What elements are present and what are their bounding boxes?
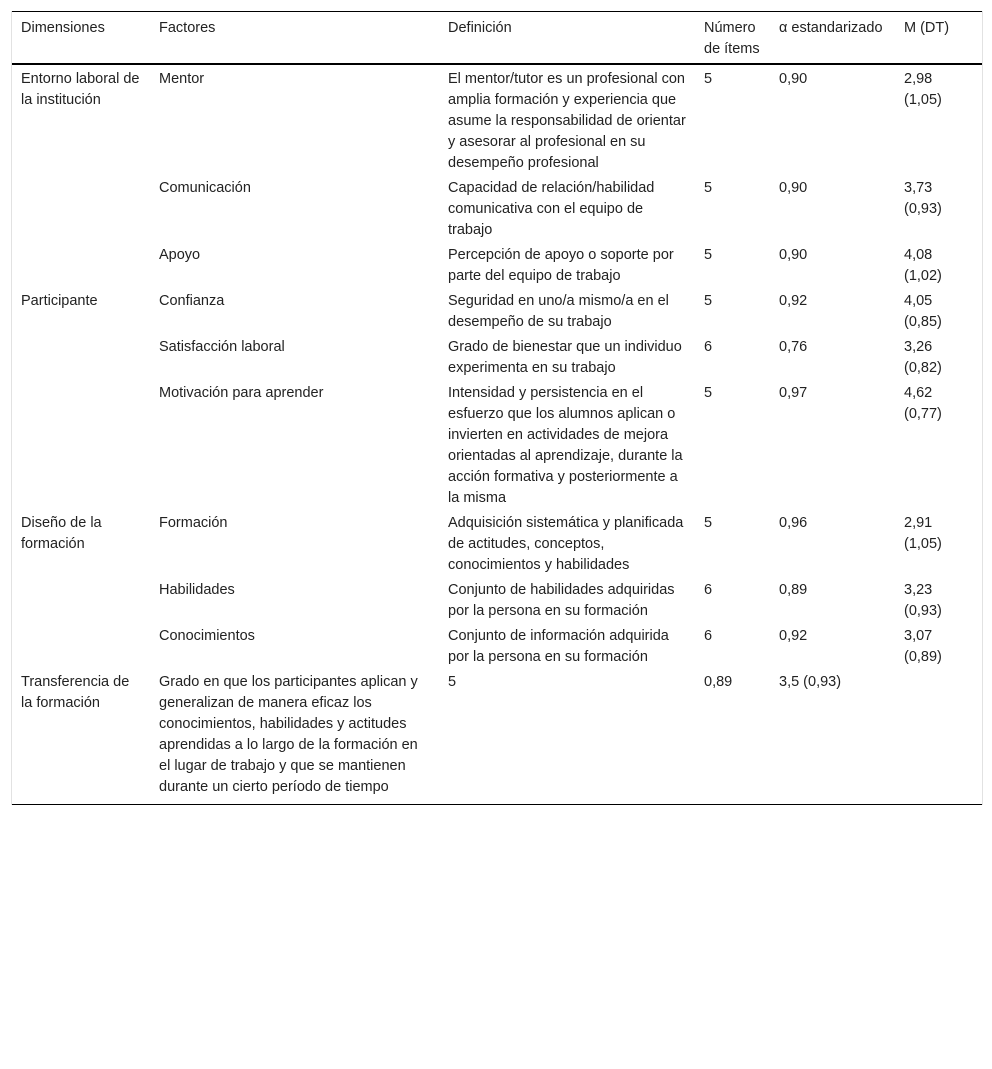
cell-items: 6 [704, 582, 713, 598]
cell-alpha: 0,92 [779, 293, 808, 309]
cell-items: 6 [704, 628, 713, 644]
cell-alpha: 0,76 [779, 339, 808, 355]
cell-factor: Mentor [159, 71, 205, 87]
table-row [12, 241, 982, 287]
cell-factor: Habilidades [159, 582, 235, 598]
cell-factor: Grado en que los participantes aplican y generalizan de manera eficaz los conocimientos, habilidades y actitudes aprendidas a lo largo de la formación en el lugar de trabajo y que se mantienen durante un cierto período de tiempo [159, 674, 418, 795]
cell-definition: Conjunto de información adquirida por la persona en su formación [448, 628, 669, 665]
cell-definition: Intensidad y persistencia en el esfuerzo que los alumnos aplican o invierten en actividades de mejora orientadas al aprendizaje, durante la acción formativa y posteriormente a la misma [448, 385, 683, 506]
table-row [12, 287, 982, 333]
cell-mdt: 3,23 (0,93) [904, 582, 942, 619]
cell-alpha: 3,5 (0,93) [779, 674, 842, 690]
cell-definition: Conjunto de habilidades adquiridas por la persona en su formación [448, 582, 675, 619]
cell-alpha: 0,90 [779, 180, 808, 196]
cell-dimension: Participante [21, 293, 98, 309]
cell-factor: Satisfacción laboral [159, 339, 285, 355]
table-header-row [12, 12, 982, 65]
cell-definition: Percepción de apoyo o soporte por parte del equipo de trabajo [448, 247, 674, 284]
cell-mdt: 4,62 (0,77) [904, 385, 942, 422]
cell-definition: Grado de bienestar que un individuo experimenta en su trabajo [448, 339, 682, 376]
header-factores: Factores [159, 20, 216, 36]
cell-factor: Apoyo [159, 247, 201, 263]
header-numero-items: Número de ítems [704, 20, 760, 57]
cell-mdt: 2,91 (1,05) [904, 515, 942, 552]
cell-dimension: Entorno laboral de la institución [21, 71, 140, 108]
factors-table [12, 11, 982, 805]
cell-items: 5 [704, 385, 713, 401]
cell-dimension [12, 333, 150, 379]
cell-alpha: 0,96 [779, 515, 808, 531]
cell-definition: Capacidad de relación/habilidad comunicativa con el equipo de trabajo [448, 180, 655, 238]
cell-dimension: Transferencia de la formación [21, 674, 130, 711]
cell-definition: Adquisición sistemática y planificada de actitudes, conceptos, conocimientos y habilidades [448, 515, 684, 573]
cell-dimension [12, 576, 150, 622]
table-row [12, 64, 982, 174]
cell-definition: El mentor/tutor es un profesional con amplia formación y experiencia que asume la responsabilidad de orientar y asesorar al profesional en su desempeño profesional [448, 71, 686, 171]
cell-items: 5 [704, 515, 713, 531]
header-alpha: α estandarizado [779, 20, 883, 36]
cell-items: 5 [704, 180, 713, 196]
cell-definition: 5 [448, 674, 457, 690]
cell-mdt: 4,05 (0,85) [904, 293, 942, 330]
cell-definition: Seguridad en uno/a mismo/a en el desempeño de su trabajo [448, 293, 669, 330]
cell-mdt [895, 668, 982, 805]
cell-factor: Comunicación [159, 180, 251, 196]
cell-dimension [12, 622, 150, 668]
cell-items: 5 [704, 247, 713, 263]
cell-alpha: 0,90 [779, 247, 808, 263]
cell-dimension [12, 241, 150, 287]
cell-alpha: 0,92 [779, 628, 808, 644]
cell-dimension [12, 379, 150, 509]
cell-dimension [12, 174, 150, 241]
cell-mdt: 3,73 (0,93) [904, 180, 942, 217]
cell-mdt: 3,26 (0,82) [904, 339, 942, 376]
cell-dimension: Diseño de la formación [21, 515, 102, 552]
cell-factor: Motivación para aprender [159, 385, 324, 401]
cell-alpha: 0,97 [779, 385, 808, 401]
table-row [12, 576, 982, 622]
cell-factor: Confianza [159, 293, 225, 309]
table-row [12, 622, 982, 668]
table-row [12, 379, 982, 509]
cell-alpha: 0,90 [779, 71, 808, 87]
table-row [12, 174, 982, 241]
cell-items: 0,89 [704, 674, 733, 690]
table-row [12, 668, 982, 805]
cell-items: 6 [704, 339, 713, 355]
cell-factor: Conocimientos [159, 628, 255, 644]
cell-factor: Formación [159, 515, 228, 531]
table-container [11, 11, 983, 805]
table-row [12, 509, 982, 576]
cell-alpha: 0,89 [779, 582, 808, 598]
cell-items: 5 [704, 293, 713, 309]
cell-mdt: 2,98 (1,05) [904, 71, 942, 108]
table-row [12, 333, 982, 379]
cell-mdt: 3,07 (0,89) [904, 628, 942, 665]
header-mdt: M (DT) [904, 20, 950, 36]
header-dimensiones: Dimensiones [21, 20, 105, 36]
header-definicion: Definición [448, 20, 512, 36]
cell-items: 5 [704, 71, 713, 87]
cell-mdt: 4,08 (1,02) [904, 247, 942, 284]
